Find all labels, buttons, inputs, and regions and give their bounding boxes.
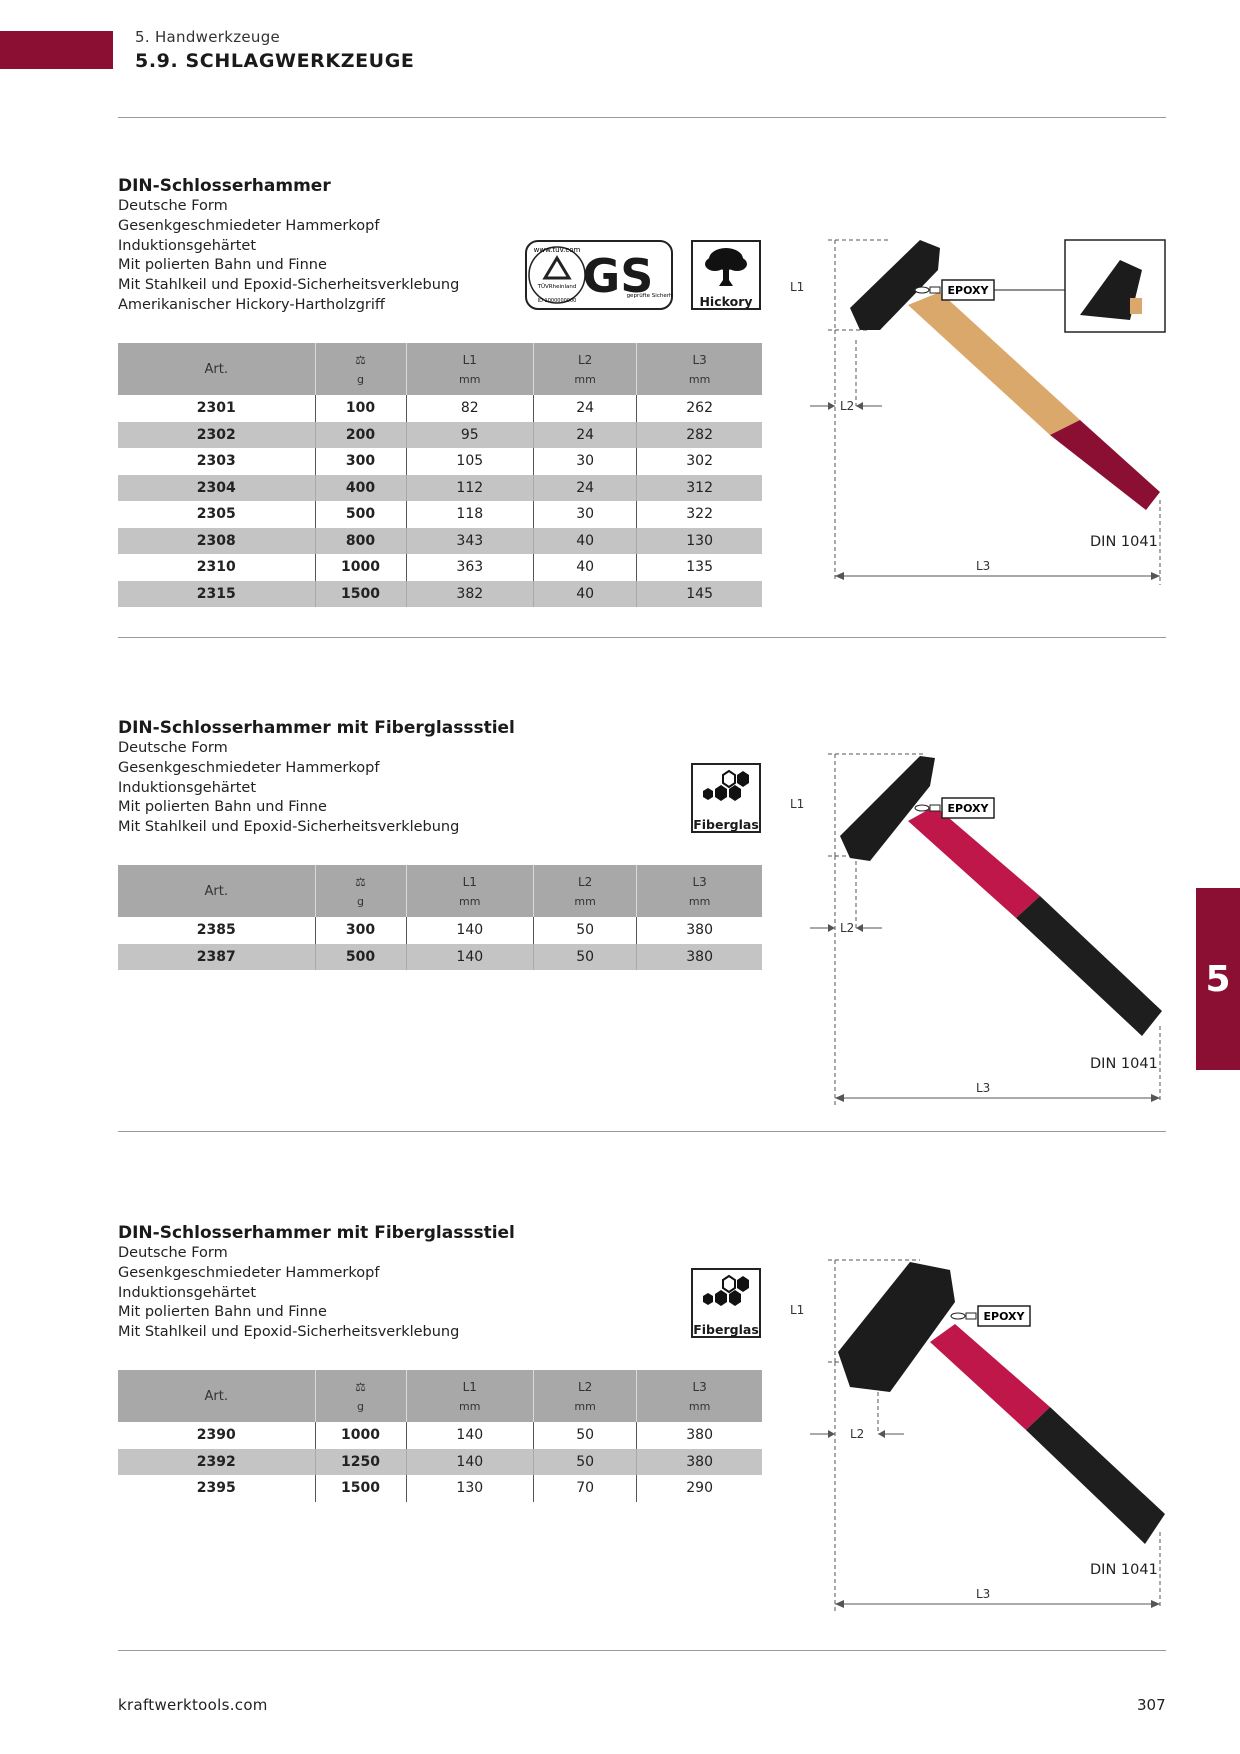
col-art: Art.	[118, 1370, 315, 1422]
tuv-gs-badge	[525, 240, 673, 310]
divider	[118, 1650, 1166, 1651]
dim-l3-label: L3	[976, 1081, 991, 1095]
fiberglas-label: Fiberglas	[693, 817, 759, 832]
feature-item: Induktionsgehärtet	[118, 779, 257, 796]
table-row: 2392 1250 140 50 380	[118, 1449, 762, 1476]
spec-table	[118, 1370, 762, 1502]
product-title: DIN-Schlosserhammer mit Fiberglassstiel	[118, 1223, 515, 1243]
dim-l3-label: L3	[976, 1587, 991, 1601]
epoxy-label: EPOXY	[947, 284, 989, 297]
feature-item: Induktionsgehärtet	[118, 237, 257, 254]
fiberglas-label: Fiberglas	[693, 1322, 759, 1337]
dim-l1-label: L1	[790, 1303, 805, 1317]
table-row: 2303 300 105 30 302	[118, 448, 762, 475]
hammer-diagram	[790, 746, 1170, 1116]
col-weight: ⚖ g	[315, 343, 406, 395]
col-l3: L3 mm	[637, 865, 762, 917]
divider	[118, 1131, 1166, 1132]
chapter-tab: 5	[1196, 888, 1240, 1070]
header-color-tab	[0, 31, 113, 69]
hickory-icon	[691, 240, 761, 310]
dim-l1-label: L1	[790, 797, 805, 811]
scale-icon: ⚖	[355, 874, 366, 889]
table-row: 2387 500 140 50 380	[118, 944, 762, 971]
col-weight: ⚖ g	[315, 865, 406, 917]
feature-item: Gesenkgeschmiedeter Hammerkopf	[118, 759, 380, 776]
col-weight: ⚖ g	[315, 1370, 406, 1422]
table-row: 2305 500 118 30 322	[118, 501, 762, 528]
col-l1: L1 mm	[406, 865, 534, 917]
feature-item: Induktionsgehärtet	[118, 1284, 257, 1301]
col-art: Art.	[118, 865, 315, 917]
col-art: Art.	[118, 343, 315, 395]
feature-item: Deutsche Form	[118, 740, 228, 756]
product-title: DIN-Schlosserhammer	[118, 176, 331, 196]
feature-item: Gesenkgeschmiedeter Hammerkopf	[118, 217, 380, 234]
col-l2: L2 mm	[534, 1370, 637, 1422]
col-l2: L2 mm	[534, 865, 637, 917]
spec-table	[118, 343, 762, 607]
col-l1: L1 mm	[406, 1370, 534, 1422]
gs-label: geprüfte Sicherh	[626, 293, 673, 299]
fiberglas-icon	[691, 1268, 761, 1338]
scale-icon: ⚖	[355, 352, 366, 367]
table-row: 2301 100 82 24 262	[118, 395, 762, 422]
dim-l2-label: L2	[850, 1427, 865, 1441]
tuv-url: www.tuv.com	[533, 246, 581, 254]
feature-item: Mit Stahlkeil und Epoxid-Sicherheitsverklebung	[118, 277, 460, 294]
divider	[118, 637, 1166, 638]
epoxy-label: EPOXY	[947, 802, 989, 815]
tuv-label: TÜVRheinland	[537, 284, 577, 290]
dim-l3-label: L3	[976, 559, 991, 573]
fiberglas-icon	[691, 763, 761, 833]
feature-item: Mit Stahlkeil und Epoxid-Sicherheitsverklebung	[118, 819, 460, 836]
table-row: 2304 400 112 24 312	[118, 475, 762, 502]
feature-list	[118, 739, 459, 838]
feature-item: Mit polierten Bahn und Finne	[118, 1304, 327, 1321]
feature-list	[118, 197, 459, 316]
col-l3: L3 mm	[637, 1370, 762, 1422]
breadcrumb: 5. Handwerkzeuge	[135, 28, 281, 46]
table-row: 2310 1000 363 40 135	[118, 554, 762, 581]
din-label: DIN 1041	[1090, 1056, 1158, 1072]
feature-item: Mit polierten Bahn und Finne	[118, 257, 327, 274]
table-row: 2385 300 140 50 380	[118, 917, 762, 944]
feature-item: Gesenkgeschmiedeter Hammerkopf	[118, 1264, 380, 1281]
divider	[118, 117, 1166, 118]
product-title: DIN-Schlosserhammer mit Fiberglassstiel	[118, 718, 515, 738]
feature-item: Amerikanischer Hickory-Hartholzgriff	[118, 296, 385, 313]
hickory-label: Hickory	[699, 294, 753, 309]
col-l2: L2 mm	[534, 343, 637, 395]
dim-l1-label: L1	[790, 280, 805, 294]
din-label: DIN 1041	[1090, 534, 1158, 550]
footer-url: kraftwerktools.com	[118, 1696, 268, 1714]
hammer-diagram	[790, 1252, 1170, 1622]
table-row: 2308 800 343 40 130	[118, 528, 762, 555]
feature-item: Deutsche Form	[118, 1245, 228, 1261]
dim-l2-label: L2	[840, 399, 855, 413]
table-row: 2390 1000 140 50 380	[118, 1422, 762, 1449]
spec-table	[118, 865, 762, 970]
din-label: DIN 1041	[1090, 1562, 1158, 1578]
col-l3: L3 mm	[637, 343, 762, 395]
section-title: 5.9. SCHLAGWERKZEUGE	[135, 50, 415, 72]
col-l1: L1 mm	[406, 343, 534, 395]
feature-item: Deutsche Form	[118, 198, 228, 214]
table-row: 2395 1500 130 70 290	[118, 1475, 762, 1502]
hammer-diagram	[790, 230, 1170, 590]
gs-mark: GS	[582, 249, 654, 303]
page-number: 307	[1137, 1696, 1166, 1714]
scale-icon: ⚖	[355, 1379, 366, 1394]
epoxy-label: EPOXY	[983, 1310, 1025, 1323]
dim-l2-label: L2	[840, 921, 855, 935]
tuv-id: ID 1000000000	[537, 298, 577, 304]
feature-list	[118, 1244, 459, 1343]
table-row: 2315 1500 382 40 145	[118, 581, 762, 608]
table-row: 2302 200 95 24 282	[118, 422, 762, 449]
feature-item: Mit polierten Bahn und Finne	[118, 799, 327, 816]
feature-item: Mit Stahlkeil und Epoxid-Sicherheitsverklebung	[118, 1324, 460, 1341]
